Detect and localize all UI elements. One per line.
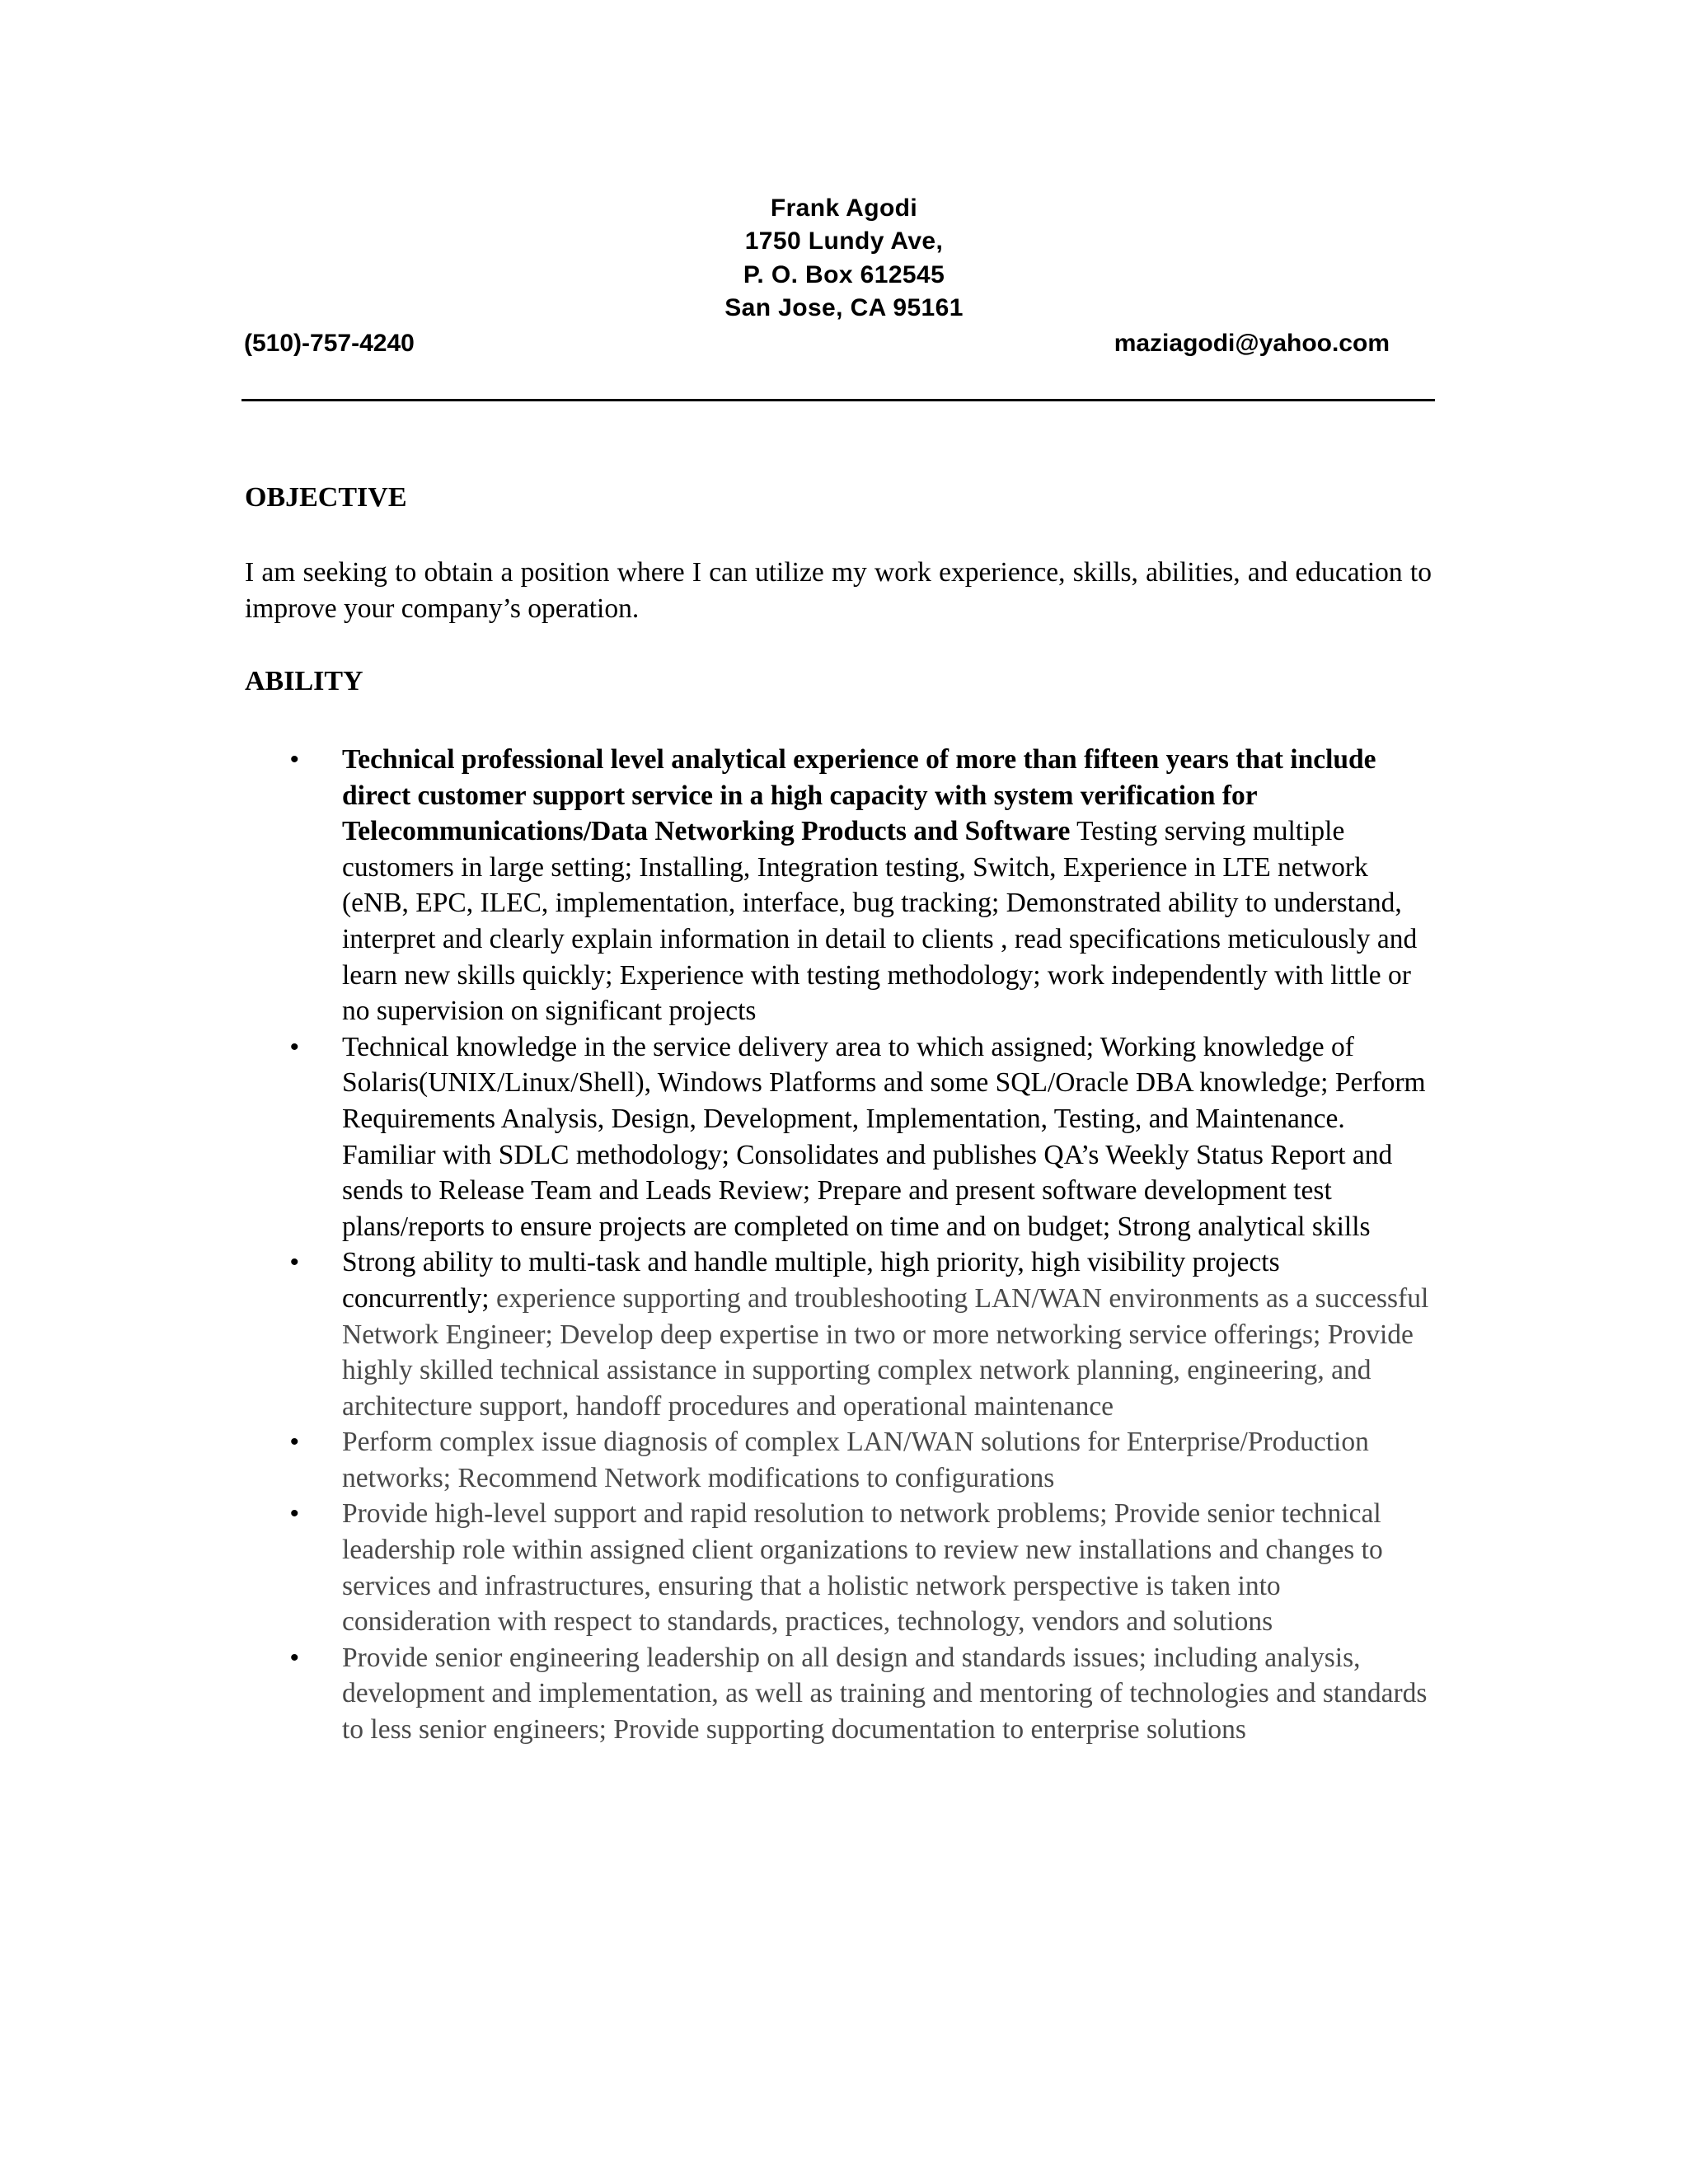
ability-item bbox=[0, 1244, 1430, 1424]
ability-grey-text: Perform complex issue diagnosis of complex LAN/WAN solutions for Enterprise/Production networks; Recommend Network modifications to configurations bbox=[342, 1427, 1369, 1493]
ability-list bbox=[0, 742, 1688, 1748]
bullet-icon: • bbox=[290, 1500, 299, 1528]
street-address: 1750 Lundy Ave, bbox=[744, 227, 944, 255]
ability-item bbox=[0, 1424, 1430, 1496]
ability-text: Strong ability to multi-task and handle multiple, high priority, high visibility projects concurrently; bbox=[342, 1247, 1280, 1314]
bullet-icon: • bbox=[290, 1033, 299, 1061]
bullet-icon: • bbox=[290, 1643, 299, 1671]
ability-text: Testing serving multiple customers in large setting; Installing, Integration testing, Switch, Experience in LTE network (eNB, EPC, ILEC, implementation, interface, bug tracking; Demonstrated ability to understand, interpret and clearly explain information in detail to clients , read specifications meticulously and learn new skills quickly; Experience with testing methodology; work independently with little or no supervision on significant projects bbox=[342, 816, 1418, 1027]
ability-item bbox=[0, 1496, 1430, 1639]
bullet-icon: • bbox=[290, 1249, 299, 1277]
ability-lead-text: Technical professional level analytical experience of more than fifteen years that include direct customer support service in a high capacity with system verification for Telecommunications/Data Networking Products and Software bbox=[342, 744, 1376, 847]
ability-item bbox=[0, 742, 1430, 1029]
ability-text: Technical knowledge in the service delivery area to which assigned; Working knowledge of Solaris(UNIX/Linux/Shell), Windows Platforms and some SQL/Oracle DBA knowledge; Perform Requirements Analysis, Design, Development, Implementation, Testing, and Maintenance. Familiar with SDLC methodology; Consolidates and publishes QA’s Weekly Status Report and sends to Release Team and Leads Review; Prepare and present software development test plans/reports to ensure projects are completed on time and on budget; Strong analytical skills bbox=[342, 1031, 1426, 1242]
ability-item bbox=[0, 1640, 1430, 1748]
bullet-icon: • bbox=[290, 746, 299, 773]
email-address: maziagodi@yahoo.com bbox=[1114, 330, 1390, 357]
ability-grey-text: experience supporting and troubleshooting LAN/WAN environments as a successful Network Engineer; Develop deep expertise in two or more networking service offerings; Provide highly skilled technical assistance in supporting complex network planning, engineering, and architecture support, handoff procedures and operational maintenance bbox=[342, 1282, 1429, 1422]
contact-row bbox=[244, 330, 1390, 366]
objective-text bbox=[245, 555, 1432, 627]
applicant-name: Frank Agodi bbox=[770, 194, 918, 222]
bullet-icon: • bbox=[290, 1428, 299, 1456]
ability-item bbox=[0, 1029, 1430, 1245]
phone-number: (510)-757-4240 bbox=[244, 330, 415, 357]
objective-heading: OBJECTIVE bbox=[245, 482, 407, 513]
ability-grey-text: Provide senior engineering leadership on all design and standards issues; including analysis, development and implementation, as well as training and mentoring of technologies and standards to less senior engineers; Provide supporting documentation to enterprise solutions bbox=[342, 1642, 1428, 1746]
ability-heading: ABILITY bbox=[245, 666, 363, 696]
ability-grey-text: Provide high-level support and rapid resolution to network problems; Provide senior technical leadership role within assigned client organizations to review new installations and changes to services and infrastructures, ensuring that a holistic network perspective is taken into consideration with respect to standards, practices, technology, vendors and solutions bbox=[342, 1498, 1383, 1638]
city-state-zip: San Jose, CA 95161 bbox=[724, 294, 964, 321]
objective-paragraph: I am seeking to obtain a position where I can utilize my work experience, skills, abilities, and education to improve your company’s operation. bbox=[245, 557, 1432, 624]
po-box: P. O. Box 612545 bbox=[743, 261, 945, 288]
header-divider bbox=[241, 399, 1435, 401]
